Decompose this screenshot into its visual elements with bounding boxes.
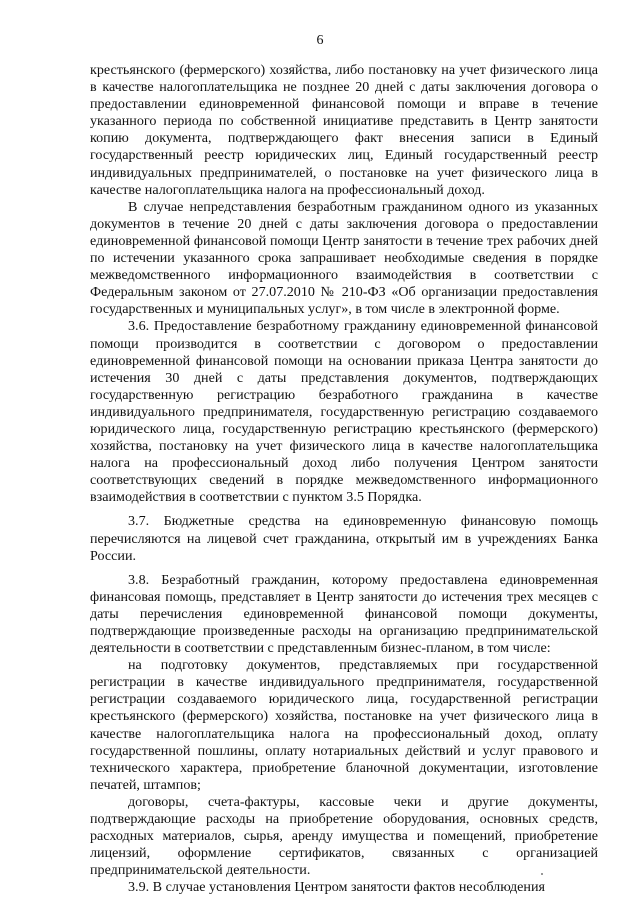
document-body [90, 62, 598, 897]
paragraph-3-8: 3.8. Безработный гражданин, которому предоставлена единовременная финансовая помощь, представляет в Центр занятости до истечения трех месяцев с даты перечисления единовременной финансовой помощи документы, подтверждающие произведенные расходы на организацию предпринимательской деятельности в соответствии с представленным бизнес-планом, в том числе: [90, 571, 598, 657]
paragraph-3-6: 3.6. Предоставление безработному гражданину единовременной финансовой помощи производится в соответствии с договором о предоставлении единовременной финансовой помощи на основании приказа Центра занятости до истечения 30 дней с даты представления документов, подтверждающих государственную регистрацию безработного гражданина в качестве индивидуального предпринимателя, государственную регистрацию создаваемого юридического лица, государственную регистрацию крестьянского (фермерского) хозяйства, постановку на учет физического лица в качестве налогоплательщика налога на профессиональный доход либо получения Центром занятости соответствующих сведений в порядке межведомственного информационного взаимодействия в соответствии с пунктом 3.5 Порядка. [90, 318, 598, 506]
scan-speck [541, 873, 543, 875]
page-number: 6 [316, 33, 324, 48]
paragraph-3-8-item-registration: на подготовку документов, представляемых при государственной регистрации в качестве индивидуального предпринимателя, государственной регистрации создаваемого юридического лица, государственной регистрации крестьянского (фермерского) хозяйства, постановке на учет физического лица в качестве налогоплательщика налога на профессиональный доход, оплату государственной пошлины, оплату нотариальных действий и услуг правового и технического характера, приобретение бланочной документации, изготовление печатей, штампов; [90, 657, 598, 793]
paragraph-continuation: крестьянского (фермерского) хозяйства, либо постановку на учет физического лица в качестве налогоплательщика не позднее 20 дней с даты заключения договора о предоставлении единовременной финансовой помощи и вправе в течение указанного периода по собственной инициативе представить в Центр занятости копию документа, подтверждающего факт внесения записи в Единый государственный реестр юридических лиц, Единый государственный реестр индивидуальных предпринимателей, о постановке на учет физического лица в качестве налогоплательщика налога на профессиональный доход. [90, 62, 598, 198]
paragraph-3-8-item-contracts: договоры, счета-фактуры, кассовые чеки и другие документы, подтверждающие расходы на приобретение оборудования, основных средств, расходных материалов, сырья, аренду имущества и помещений, приобретение лицензий, оформление сертификатов, связанных с организацией предпринимательской деятельности. [90, 793, 598, 879]
paragraph-3-9: 3.9. В случае установления Центром занятости фактов несоблюдения [128, 879, 546, 896]
paragraph-3-7: 3.7. Бюджетные средства на единовременную финансовую помощь перечисляются на лицевой счет гражданина, открытый им в учреждениях Банка России. [90, 513, 598, 564]
paragraph-nonsubmission: В случае непредставления безработным гражданином одного из указанных документов в течение 20 дней с даты заключения договора о предоставлении единовременной финансовой помощи Центр занятости в течение трех рабочих дней по истечении указанного срока запрашивает необходимые сведения в порядке межведомственного информационного взаимодействия в соответствии с Федеральным законом от 27.07.2010 № 210-ФЗ «Об организации предоставления государственных и муниципальных услуг», в том числе в электронной форме. [90, 198, 598, 318]
